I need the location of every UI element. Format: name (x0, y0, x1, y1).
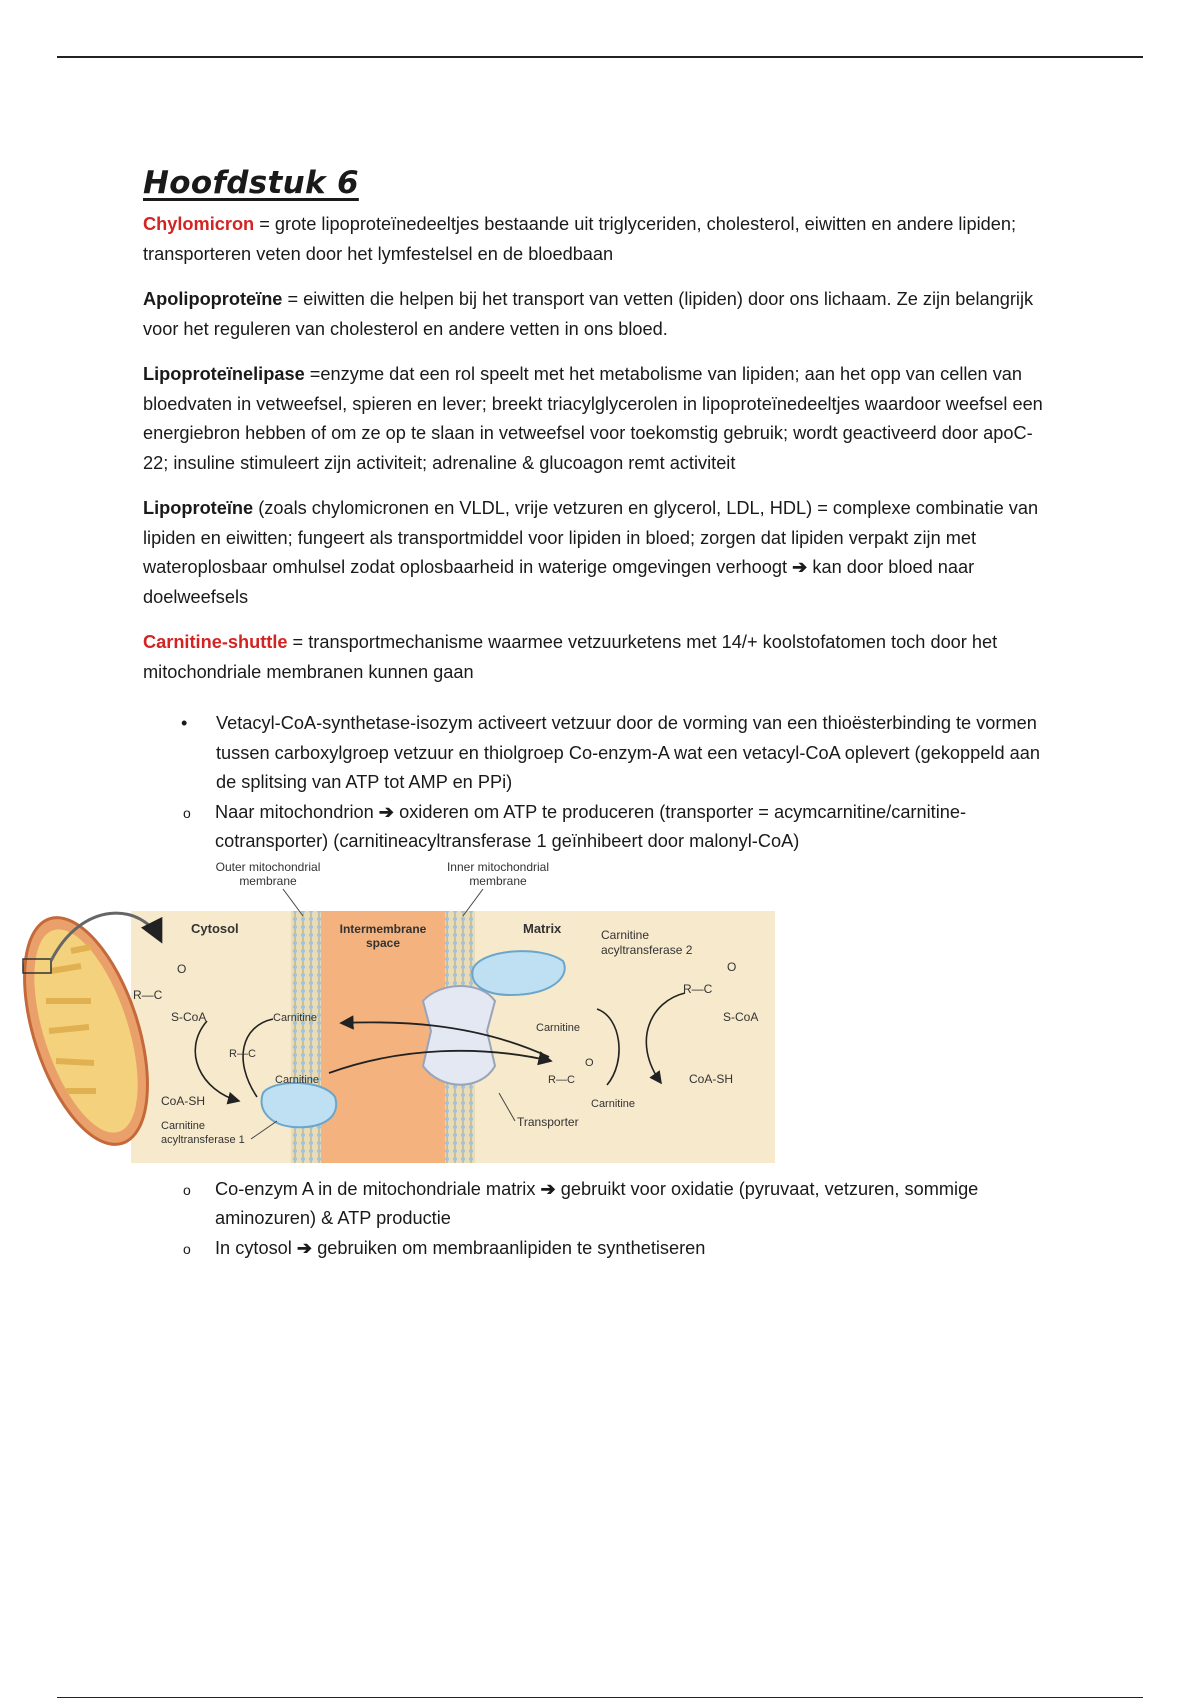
definition-chylomicron (143, 210, 1053, 269)
term-lipoproteine: Lipoproteïne (143, 498, 254, 518)
sub-list (143, 1175, 1053, 1264)
inner-membrane-label: Inner mitochondrial (446, 860, 550, 874)
circle-bullet-icon: o (183, 1181, 191, 1198)
cat2-label: acyltransferase 2 (601, 942, 693, 957)
outer-membrane-label: Outer mitochondrial (215, 860, 321, 874)
circle-bullet-icon: o (183, 804, 191, 821)
header-rule (57, 56, 1143, 58)
definition-text: = grote lipoproteïnedeeltjes bestaande uit triglyceriden, cholesterol, eiwitten en andere lipiden; transporteren veten door het lymfestelsel en de bloedbaan (143, 214, 1017, 264)
sub-list (143, 798, 1053, 857)
intermembrane-label: Intermembrane (339, 921, 427, 936)
cat1-label: Carnitine (161, 1119, 206, 1132)
arrow-icon: ➔ (540, 1178, 556, 1199)
carnitine-label: Carnitine (275, 1073, 320, 1086)
cat2-label: Carnitine (601, 927, 650, 942)
matrix-label: Matrix (523, 920, 562, 936)
scoa-label: S-CoA (171, 1009, 207, 1024)
cytosol-region (131, 911, 291, 1163)
oxygen-label: O (727, 959, 737, 974)
cytosol-label: Cytosol (191, 920, 239, 936)
sub-list-item (143, 1175, 1053, 1234)
transporter-label: Transporter (517, 1114, 579, 1129)
arrow-icon: ➔ (792, 557, 808, 577)
coash-label: CoA-SH (689, 1071, 734, 1086)
definition-text: kan door bloed naar doelweefsels (143, 557, 975, 607)
sub-item-text: Co-enzym A in de mitochondriale matrix (215, 1178, 541, 1199)
definition-carnitine-shuttle (143, 628, 1053, 687)
definition-text: =enzyme dat een rol speelt met het metabolisme van lipiden; aan het opp van cellen van bloedvaten in vetweefsel, spieren en lever; breekt triacylglycerolen in lipoproteïnedeeltjes waardoor weefsel een energiebron hebben of om ze op te slaan in vetweefsel voor toekomstig gebruik; wordt geactiveerd door apoC-22; insuline stimuleert zijn activiteit; adrenaline & glucoagon remt activiteit (143, 364, 1043, 473)
carnitine-shuttle-figure (11, 861, 848, 1173)
sub-item-text: oxideren om ATP te produceren (transporter = acymcarnitine/carnitine-cotransporter) (carnitineacyltransferase 1 geïnhibeert door malonyl-CoA) (215, 801, 967, 851)
acyl-label: R—C (229, 1047, 256, 1060)
scoa-label: S-CoA (723, 1009, 759, 1024)
definition-lipoproteine (143, 494, 1053, 612)
term-lipoproteinelipase: Lipoproteïnelipase (143, 364, 305, 384)
carnitine-label: Carnitine (591, 1097, 636, 1110)
term-apolipoproteine: Apolipoproteïne (143, 289, 283, 309)
sub-list-item (143, 798, 1053, 857)
term-chylomicron: Chylomicron (143, 214, 255, 234)
acyl-label: R—C (683, 981, 713, 996)
definition-apolipoproteine (143, 285, 1053, 344)
definition-text: = eiwitten die helpen bij het transport van vetten (lipiden) door ons lichaam. Ze zijn belangrijk voor het reguleren van cholesterol en andere vetten in ons bloed. (143, 289, 1034, 339)
circle-bullet-icon: o (183, 1240, 191, 1257)
definition-lipoproteinelipase (143, 360, 1053, 478)
intermembrane-label: space (365, 935, 401, 950)
sub-list-item (143, 1234, 1053, 1264)
bullet-list (143, 709, 1053, 798)
acyl-label: R—C (548, 1073, 575, 1086)
page-title: Hoofdstuk 6 (143, 165, 359, 201)
inner-membrane-label: membrane (469, 873, 527, 888)
term-carnitine-shuttle: Carnitine-shuttle (143, 632, 288, 652)
definition-text: = transportmechanisme waarmee vetzuurketens met 14/+ koolstofatomen toch door het mitochondriale membranen kunnen gaan (143, 632, 998, 682)
bullet-icon: • (181, 713, 188, 733)
arrow-icon: ➔ (378, 801, 395, 822)
sub-item-text: gebruiken om membraanlipiden te synthetiseren (312, 1237, 706, 1258)
cat1-label: acyltransferase 1 (161, 1133, 245, 1146)
sub-item-text: In cytosol (215, 1237, 297, 1258)
coash-label: CoA-SH (161, 1093, 206, 1108)
arrow-icon: ➔ (296, 1237, 313, 1258)
carnitine-label: Carnitine (273, 1011, 318, 1024)
list-item (143, 709, 1053, 798)
list-item-text: Vetacyl-CoA-synthetase-isozym activeert vetzuur door de vorming van een thioësterbinding te vormen tussen carboxylgroep vetzuur en thiolgroep Co-enzym-A wat een vetacyl-CoA oplevert (gekoppeld aan de splitsing van ATP tot AMP en PPi) (216, 713, 1040, 792)
footer-rule (57, 1697, 1143, 1698)
definition-text: (zoals chylomicronen en VLDL, vrije vetzuren en glycerol, LDL, HDL) = complexe combinatie van lipiden en eiwitten; fungeert als transportmiddel voor lipiden in bloed; zorgen dat lipiden verpakt zijn met wateroplosbaar omhulsel zodat oplosbaarheid in waterige omgevingen verhoogt (143, 498, 1039, 577)
carnitine-label: Carnitine (536, 1021, 581, 1034)
oxygen-label: O (585, 1056, 594, 1069)
acyl-label: R—C (133, 987, 163, 1002)
document-body (133, 164, 1053, 1263)
cat1-enzyme (262, 1082, 337, 1126)
outer-membrane-label: membrane (239, 873, 297, 888)
figure-svg (11, 861, 848, 1173)
sub-item-text: Naar mitochondrion (215, 801, 379, 822)
sub-item-text: gebruikt voor oxidatie (pyruvaat, vetzuren, sommige aminozuren) & ATP productie (215, 1178, 979, 1228)
oxygen-label: O (177, 961, 187, 976)
